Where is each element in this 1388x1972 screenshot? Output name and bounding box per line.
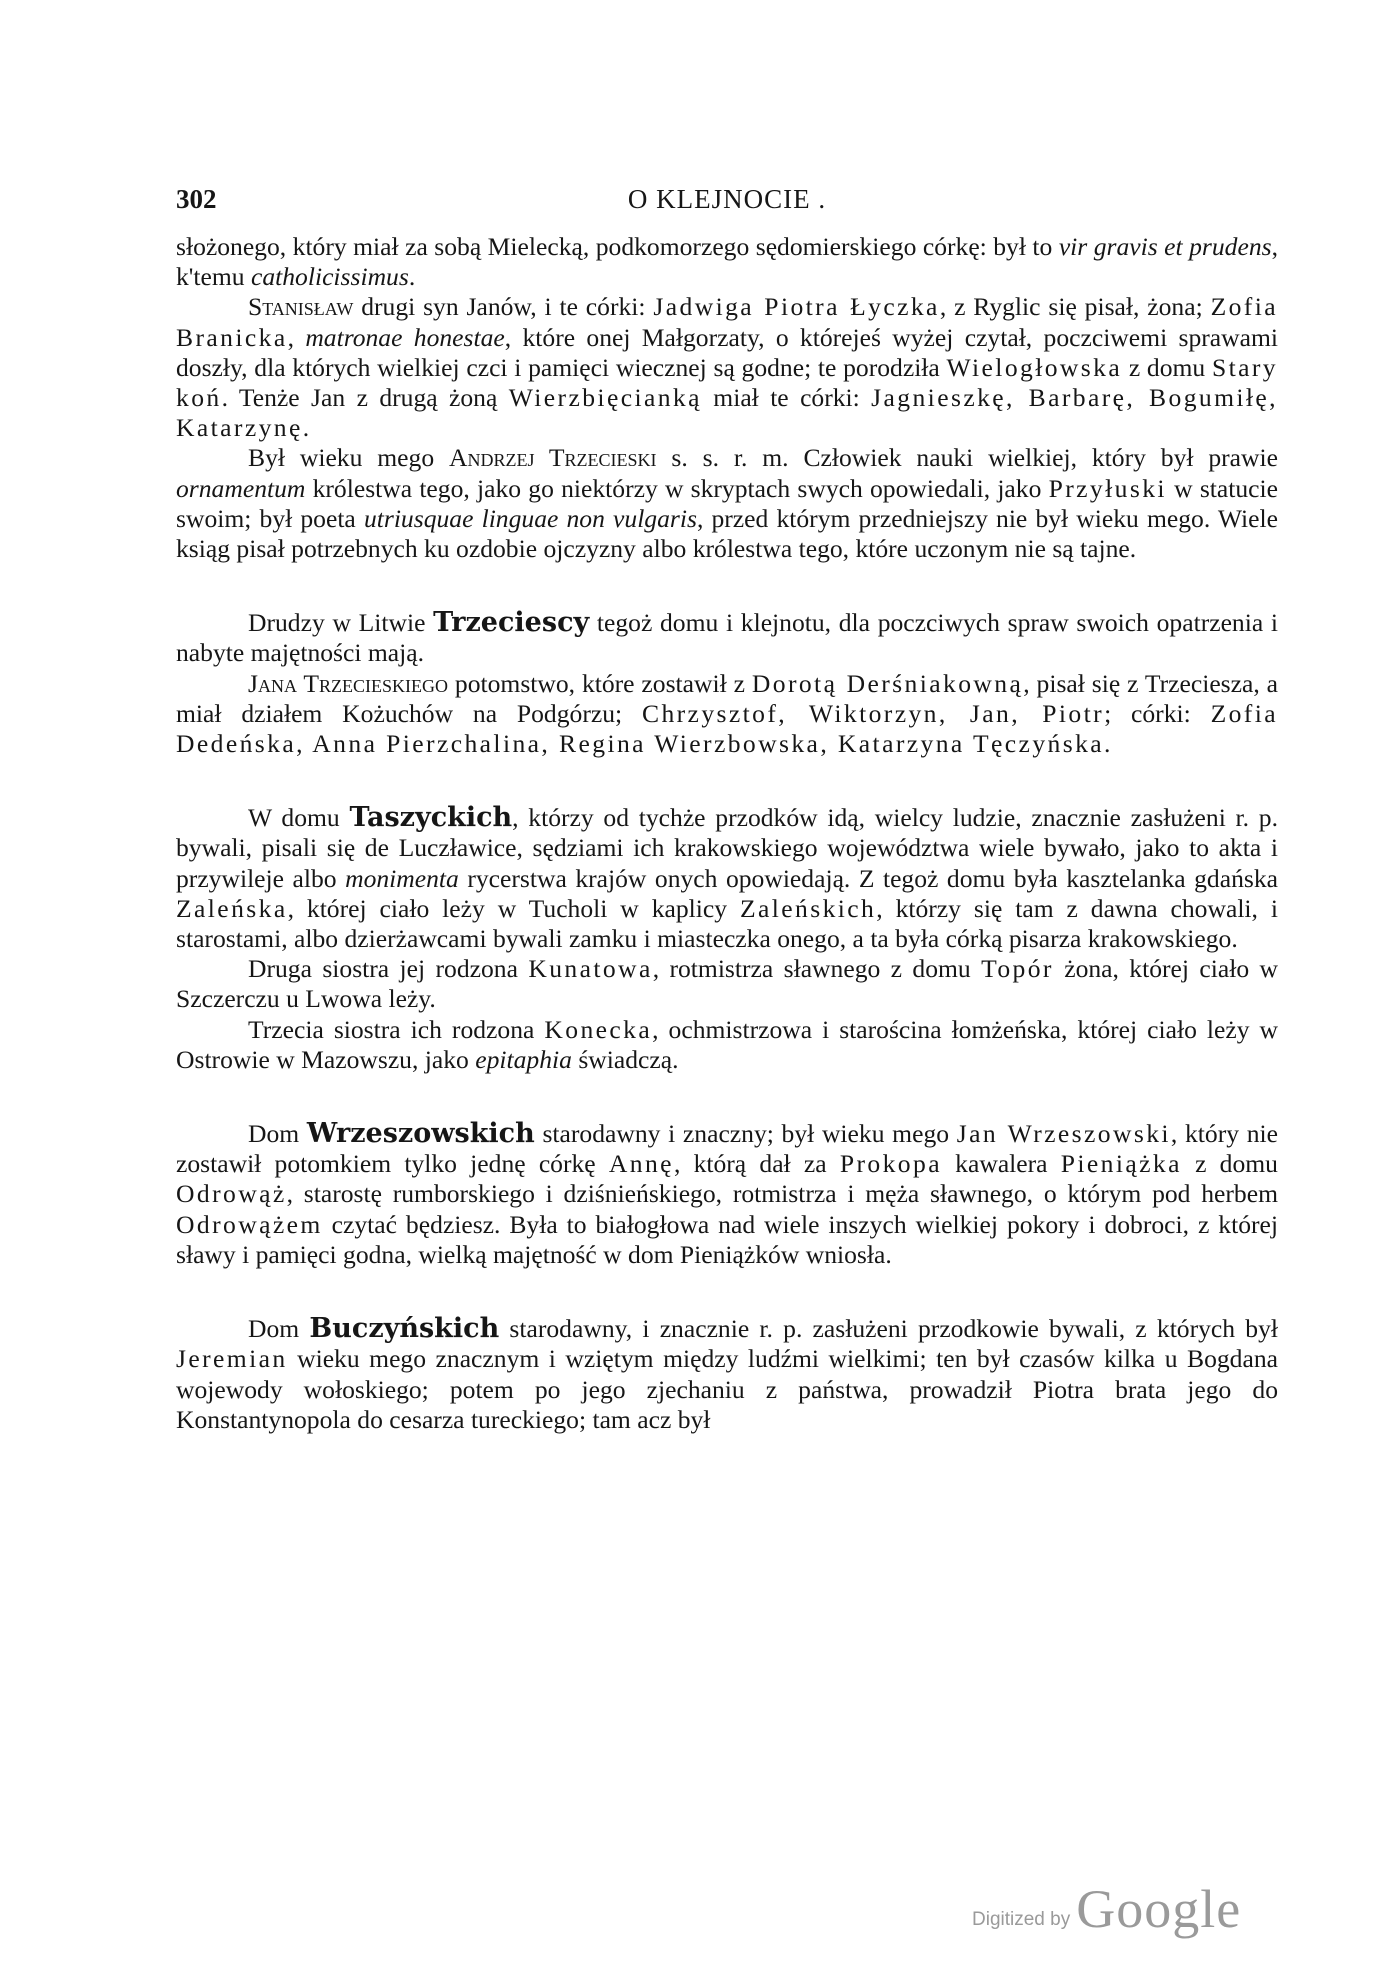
google-logo: Google xyxy=(1076,1879,1242,1939)
text-run: , które onej Małgorzaty, o którejeś wyżej czytał, poczciwemi sprawami doszły, dla których wielkiej czci i pamięci wiecznej są godne; te porodziła xyxy=(176,322,1278,382)
text-run: starodawny, i znacznie r. p. zasłużeni przodkowie bywali, z których był xyxy=(499,1314,1278,1344)
text-run: z domu xyxy=(1181,1149,1278,1179)
text-run: czytać będziesz. Była to białogłowa nad wiele inszych wielkiej pokory i dobroci, z której sławy i pamięci godna, wielką majętność w dom Pieniążków wniosła. xyxy=(176,1209,1278,1269)
spaced-name: Topór xyxy=(981,954,1054,984)
text-run: , którzy się tam z dawna chowali, i starostami, albo dzierżawcami bywali zamku i miasteczka onego, a ta była córką pisarza krakowskiego. xyxy=(176,893,1278,954)
text-run: . xyxy=(302,413,310,443)
text-run: królestwa tego, jako go niektórzy w skryptach swych opowiedali, jako xyxy=(305,473,1049,503)
spaced-name: Jadwiga Piotra Łyczka xyxy=(653,292,940,322)
running-title: O KLEJNOCIE . xyxy=(627,184,827,214)
spaced-name: Dorotą Derśniakowną xyxy=(751,668,1024,698)
latin-phrase: catholicissimus xyxy=(250,262,409,292)
spaced-name: Przyłuski xyxy=(1048,473,1167,503)
text-run: Był wieku mego xyxy=(248,443,450,473)
text-run: . xyxy=(1104,729,1111,759)
spaced-name: Zofia Dedeńska, Anna Pierzchalina, Regina Wierzbowska, Katarzyna Tęczyńska xyxy=(176,698,1278,759)
text-run: starodawny i znaczny; był wieku mego xyxy=(534,1119,957,1149)
family-name-heading: Buczyńskich xyxy=(309,1313,500,1345)
text-run: , której ciało leży w Tucholi w kaplicy xyxy=(287,893,740,923)
spaced-name: Zaleńska xyxy=(176,893,288,923)
text-run: , pisał się z Trzeciesza, a miał działem Kożuchów na Podgórzu; xyxy=(176,668,1278,728)
latin-phrase: vir gravis et prudens xyxy=(1058,232,1272,261)
paragraph-p1 xyxy=(176,232,1278,292)
paragraph-p4 xyxy=(176,608,1278,668)
text-run: Trzecia siostra ich rodzona xyxy=(248,1014,545,1044)
smallcaps-name: Jana Trzecieskiego xyxy=(248,668,449,698)
text-run: Drudzy w Litwie xyxy=(248,608,434,638)
family-name-heading: Taszyckich xyxy=(349,802,513,834)
latin-phrase: utriusquae linguae non vulgaris xyxy=(363,503,697,533)
spaced-name: Chrzysztof, Wiktorzyn, Jan, Piotr xyxy=(641,698,1105,728)
smallcaps-name: Stanisław xyxy=(248,292,354,322)
spaced-name: Wierzbięcianką xyxy=(508,383,702,413)
latin-phrase: ornamentum xyxy=(176,473,306,503)
text-run: , rotmistrza sławnego z domu xyxy=(652,954,982,984)
text-run: W domu xyxy=(248,803,350,833)
text-run: Dom xyxy=(248,1119,307,1149)
page-header xyxy=(176,184,1278,220)
text-run: żona, której ciało w Szczerczu u Lwowa leży. xyxy=(176,954,1278,1014)
spaced-name: Konecka xyxy=(544,1014,653,1044)
smallcaps-name: Andrzej Trzecieski xyxy=(449,443,657,473)
spaced-name: Odrowąż xyxy=(176,1179,287,1209)
text-run: , przed którym przedniejszy nie był wieku mego. Wiele ksiąg pisał potrzebnych ku ozdobie ojczyzny albo królestwa tego, które uczonym nie są tajne. xyxy=(176,503,1279,564)
spaced-name: Jan Wrzeszowski xyxy=(956,1119,1171,1149)
text-run: , z Ryglic się pisał, żona; xyxy=(939,292,1211,322)
paragraph-p10 xyxy=(176,1314,1278,1435)
text-run: Druga siostra jej rodzona xyxy=(248,954,529,984)
text-run: , ochmistrzowa i starościna łomżeńska, której ciało leży w Ostrowie w Mazowszu, jako xyxy=(176,1014,1278,1074)
google-watermark xyxy=(972,1878,1241,1940)
paragraph-p8 xyxy=(176,1015,1278,1075)
text-run: z domu xyxy=(1122,352,1212,382)
text-run: wieku mego znacznym i wziętym między ludźmi wielkimi; ten był czasów kilka u Bogdana wojewody wołoskiego; potem po jego zjechaniu z państwa, prowadził Piotra brata jego do Konstantynopola do cesarza tureckiego; tam acz był xyxy=(176,1344,1278,1434)
text-run: tegoż domu i klejnotu, dla poczciwych spraw swoich opatrzenia i nabyte majętności mają. xyxy=(176,608,1278,668)
text-run: drugi syn Janów, i te córki: xyxy=(353,292,654,322)
latin-phrase: monimenta xyxy=(345,863,459,893)
text-run: w statucie swoim; był poeta xyxy=(176,473,1278,533)
spaced-name: Stary koń xyxy=(176,352,1278,413)
text-run: Dom xyxy=(248,1314,310,1344)
text-run: potomstwo, które zostawił z xyxy=(448,668,752,698)
text-run: miał te córki: xyxy=(701,383,872,413)
text-run: , starostę rumborskiego i dziśnieńskiego, rotmistrza i męża sławnego, o którym pod herbem xyxy=(286,1179,1278,1209)
text-run: świadczą. xyxy=(571,1044,679,1074)
paragraph-p2 xyxy=(176,292,1278,443)
text-run: słożonego, który miał za sobą Mielecką, podkomorzego sędomierskiego córkę: był to xyxy=(176,232,1059,261)
family-name-heading: Wrzeszowskich xyxy=(306,1118,535,1150)
paragraph-p6 xyxy=(176,803,1278,954)
paragraph-p7 xyxy=(176,954,1278,1014)
text-run: , który nie zostawił potomkiem tylko jednę córkę xyxy=(176,1119,1278,1179)
page-number: 302 xyxy=(176,184,217,214)
body-text xyxy=(176,232,1278,1435)
spaced-name: Jeremian xyxy=(176,1344,288,1374)
spaced-name: Prokopa xyxy=(839,1149,942,1179)
spaced-name: Jagnieszkę, Barbarę, Bogumiłę, Katarzynę xyxy=(176,383,1278,443)
text-run: , którą dał za xyxy=(673,1149,840,1179)
family-name-heading: Trzeciescy xyxy=(433,607,590,639)
text-run: . xyxy=(408,262,416,292)
spaced-name: Pieniążka xyxy=(1060,1149,1182,1179)
spaced-name: Zofia Branicka xyxy=(176,292,1278,352)
paragraph-p5 xyxy=(176,669,1278,760)
latin-phrase: matronae honestae xyxy=(305,322,505,352)
text-run: , którzy od tychże przodków idą, wielcy ludzie, znacznie zasłużeni r. p. bywali, pisali się de Luczławice, sędziami ich krakowskiego województwa wiele bywało, jako to akta i przywileje albo xyxy=(176,803,1278,893)
watermark-caption: Digitized by xyxy=(972,1909,1071,1930)
spaced-name: Kunatowa xyxy=(528,954,653,984)
text-run: kawalera xyxy=(941,1149,1061,1179)
spaced-name: Zaleńskich xyxy=(739,893,877,923)
spaced-name: Odrowążem xyxy=(176,1209,323,1239)
text-run: , k'temu xyxy=(176,232,1278,292)
spaced-name: Annę xyxy=(608,1149,674,1179)
latin-phrase: epitaphia xyxy=(475,1044,572,1074)
paragraph-p9 xyxy=(176,1119,1278,1270)
text-run: rycerstwa krajów onych opowiedają. Z tegoż domu była kasztelanka gdańska xyxy=(458,863,1279,893)
text-run: ; córki: xyxy=(1104,698,1211,728)
text-run: . Tenże Jan z drugą żoną xyxy=(221,383,509,413)
text-run: s. s. r. m. Człowiek nauki wielkiej, który był prawie xyxy=(656,443,1278,473)
paragraph-p3 xyxy=(176,443,1278,564)
text-run: , xyxy=(287,322,306,352)
spaced-name: Wielogłowska xyxy=(946,352,1123,382)
